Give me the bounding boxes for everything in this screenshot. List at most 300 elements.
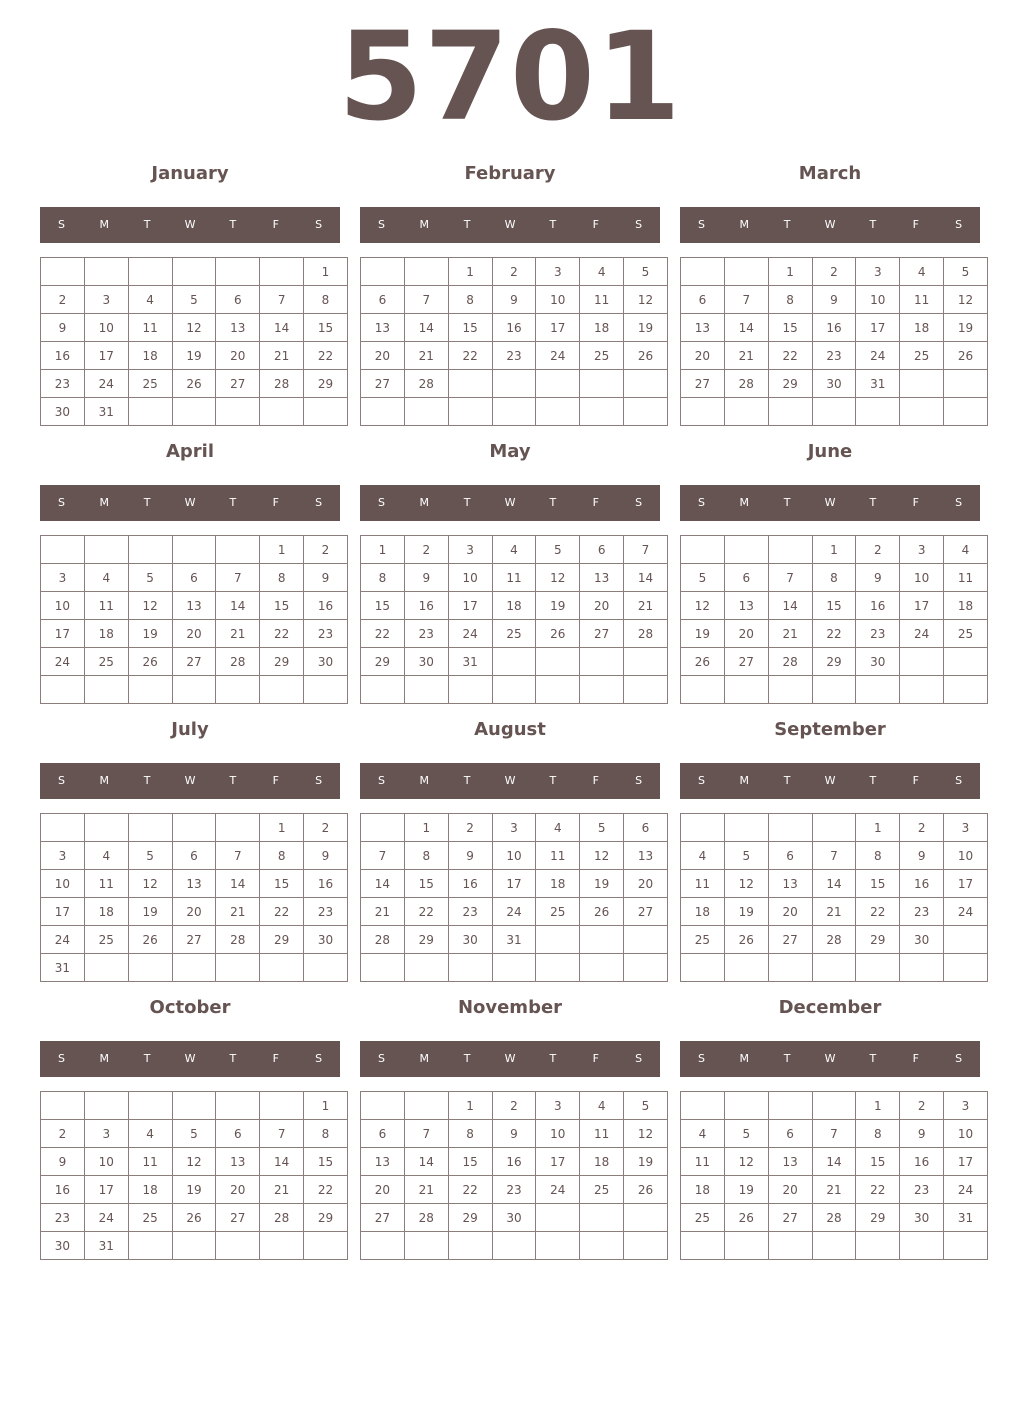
month-name: February [464, 163, 556, 184]
week-row [361, 286, 668, 314]
weekday-label: W [184, 496, 196, 509]
week-row [681, 370, 988, 398]
day-cell: 25 [128, 1204, 172, 1232]
week-row [41, 592, 348, 620]
day-cell [768, 398, 812, 426]
day-cell: 22 [856, 898, 900, 926]
day-cell: 23 [856, 620, 900, 648]
day-cell: 5 [580, 814, 624, 842]
day-cell: 22 [448, 342, 492, 370]
day-cell: 18 [681, 898, 725, 926]
day-cell [624, 370, 668, 398]
day-cell [724, 258, 768, 286]
day-cell: 30 [492, 1204, 536, 1232]
day-cell: 21 [216, 898, 260, 926]
day-cell: 8 [812, 564, 856, 592]
day-cell [172, 536, 216, 564]
day-cell: 4 [944, 536, 988, 564]
day-cell: 2 [41, 286, 85, 314]
day-cell: 14 [216, 870, 260, 898]
day-cell: 13 [681, 314, 725, 342]
day-cell: 12 [172, 1148, 216, 1176]
day-cell: 18 [128, 342, 172, 370]
day-cell [856, 954, 900, 982]
day-cell: 14 [404, 1148, 448, 1176]
day-cell: 24 [856, 342, 900, 370]
day-cell [812, 814, 856, 842]
day-cell: 15 [361, 592, 405, 620]
day-cell [404, 258, 448, 286]
weekday-label: T [229, 218, 237, 231]
weekday-label: S [315, 218, 323, 231]
day-cell: 7 [768, 564, 812, 592]
day-cell [260, 398, 304, 426]
day-cell [304, 954, 348, 982]
day-cell [448, 370, 492, 398]
day-cell: 13 [361, 1148, 405, 1176]
day-cell [260, 676, 304, 704]
week-row [41, 954, 348, 982]
day-cell: 25 [681, 926, 725, 954]
week-row [361, 898, 668, 926]
week-row [361, 564, 668, 592]
week-row [41, 1148, 348, 1176]
week-row [681, 1092, 988, 1120]
day-cell: 18 [84, 620, 128, 648]
day-cell: 29 [856, 1204, 900, 1232]
day-cell: 19 [681, 620, 725, 648]
day-cell: 4 [536, 814, 580, 842]
day-cell: 25 [681, 1204, 725, 1232]
day-cell: 20 [768, 1176, 812, 1204]
weekday-label: S [315, 774, 323, 787]
weekday-label: W [184, 218, 196, 231]
day-cell: 3 [84, 1120, 128, 1148]
month-name: December [778, 997, 882, 1018]
weekday-header [40, 1041, 340, 1077]
day-cell: 9 [404, 564, 448, 592]
day-cell: 24 [84, 1204, 128, 1232]
day-cell: 15 [404, 870, 448, 898]
day-cell: 16 [856, 592, 900, 620]
day-cell: 9 [856, 564, 900, 592]
day-cell: 27 [361, 370, 405, 398]
day-cell: 10 [536, 286, 580, 314]
weekday-label: T [869, 1052, 877, 1065]
day-cell: 23 [41, 370, 85, 398]
day-cell [580, 648, 624, 676]
day-cell: 2 [856, 536, 900, 564]
weekday-label: M [739, 496, 750, 509]
day-cell: 16 [900, 870, 944, 898]
day-cell: 16 [304, 870, 348, 898]
day-cell [812, 676, 856, 704]
day-cell: 9 [812, 286, 856, 314]
day-cell [216, 676, 260, 704]
day-grid [40, 813, 348, 982]
week-row [361, 258, 668, 286]
day-cell: 22 [260, 620, 304, 648]
day-cell [900, 676, 944, 704]
day-cell: 6 [216, 1120, 260, 1148]
day-cell: 26 [172, 1204, 216, 1232]
day-cell: 8 [768, 286, 812, 314]
day-cell [361, 258, 405, 286]
day-cell [812, 954, 856, 982]
day-cell: 29 [304, 370, 348, 398]
weekday-label: M [99, 496, 110, 509]
week-row [361, 1092, 668, 1120]
day-cell: 23 [41, 1204, 85, 1232]
day-cell [216, 954, 260, 982]
day-cell: 31 [84, 1232, 128, 1260]
day-grid [40, 535, 348, 704]
day-cell: 11 [944, 564, 988, 592]
day-cell: 8 [856, 842, 900, 870]
day-cell: 19 [172, 1176, 216, 1204]
day-cell: 28 [768, 648, 812, 676]
day-cell: 30 [41, 398, 85, 426]
day-cell [536, 370, 580, 398]
day-cell: 30 [812, 370, 856, 398]
day-cell: 7 [260, 286, 304, 314]
day-cell: 6 [768, 1120, 812, 1148]
day-cell: 3 [536, 1092, 580, 1120]
day-cell: 31 [856, 370, 900, 398]
day-cell [84, 814, 128, 842]
day-cell [361, 1092, 405, 1120]
day-cell: 11 [128, 1148, 172, 1176]
day-cell: 23 [492, 1176, 536, 1204]
day-grid [360, 1091, 668, 1260]
day-cell: 20 [361, 342, 405, 370]
week-row [361, 1176, 668, 1204]
day-cell: 25 [536, 898, 580, 926]
day-cell [172, 954, 216, 982]
day-cell [768, 536, 812, 564]
day-cell: 12 [172, 314, 216, 342]
weekday-label: S [635, 774, 643, 787]
day-cell: 26 [536, 620, 580, 648]
day-cell: 18 [128, 1176, 172, 1204]
day-cell: 3 [492, 814, 536, 842]
day-cell [172, 814, 216, 842]
day-cell [900, 398, 944, 426]
day-cell: 18 [944, 592, 988, 620]
day-cell: 12 [944, 286, 988, 314]
day-cell: 28 [404, 1204, 448, 1232]
weekday-label: F [592, 496, 599, 509]
week-row [41, 1092, 348, 1120]
day-cell: 7 [216, 564, 260, 592]
day-cell: 30 [304, 648, 348, 676]
week-row [361, 620, 668, 648]
day-cell: 20 [768, 898, 812, 926]
day-cell [172, 398, 216, 426]
weekday-header [360, 207, 660, 243]
day-cell: 22 [404, 898, 448, 926]
day-cell [172, 676, 216, 704]
day-cell: 26 [724, 926, 768, 954]
day-cell: 8 [856, 1120, 900, 1148]
week-row [41, 536, 348, 564]
day-cell: 21 [361, 898, 405, 926]
day-cell [41, 258, 85, 286]
week-row [41, 342, 348, 370]
day-cell: 5 [536, 536, 580, 564]
week-row [41, 648, 348, 676]
day-cell: 2 [41, 1120, 85, 1148]
day-cell [216, 258, 260, 286]
week-row [361, 536, 668, 564]
weekday-label: S [315, 1052, 323, 1065]
weekday-label: F [272, 1052, 279, 1065]
weekday-label: T [549, 1052, 557, 1065]
day-cell [361, 1232, 405, 1260]
day-cell: 19 [944, 314, 988, 342]
day-cell: 3 [448, 536, 492, 564]
weekday-label: W [824, 496, 836, 509]
weekday-header [40, 207, 340, 243]
day-cell [128, 954, 172, 982]
day-cell: 2 [304, 814, 348, 842]
day-cell [361, 814, 405, 842]
week-row [681, 620, 988, 648]
weekday-label: S [697, 1052, 705, 1065]
day-cell [681, 676, 725, 704]
day-cell: 3 [84, 286, 128, 314]
week-row [361, 398, 668, 426]
week-row [361, 926, 668, 954]
week-row [681, 564, 988, 592]
day-cell: 7 [260, 1120, 304, 1148]
day-cell: 18 [580, 1148, 624, 1176]
day-cell: 21 [812, 1176, 856, 1204]
weekday-label: T [869, 496, 877, 509]
month-name: September [774, 719, 886, 740]
day-cell: 30 [404, 648, 448, 676]
day-cell: 31 [41, 954, 85, 982]
day-cell: 14 [361, 870, 405, 898]
day-cell: 22 [304, 1176, 348, 1204]
weekday-header [40, 763, 340, 799]
day-cell: 4 [84, 842, 128, 870]
day-cell: 4 [900, 258, 944, 286]
day-cell: 15 [856, 870, 900, 898]
day-cell: 21 [404, 342, 448, 370]
week-row [681, 314, 988, 342]
week-row [681, 648, 988, 676]
day-cell: 20 [172, 620, 216, 648]
week-row [41, 814, 348, 842]
weekday-label: M [99, 218, 110, 231]
day-cell [681, 954, 725, 982]
day-cell [624, 398, 668, 426]
day-cell [944, 398, 988, 426]
day-cell: 11 [84, 870, 128, 898]
day-cell: 10 [41, 870, 85, 898]
day-cell [856, 398, 900, 426]
weekday-label: M [99, 1052, 110, 1065]
day-cell: 26 [724, 1204, 768, 1232]
day-cell [768, 1232, 812, 1260]
day-cell: 14 [260, 1148, 304, 1176]
day-cell: 10 [900, 564, 944, 592]
weekday-label: T [783, 496, 791, 509]
weekday-label: T [783, 1052, 791, 1065]
day-cell: 7 [361, 842, 405, 870]
day-cell: 5 [624, 1092, 668, 1120]
week-row [681, 842, 988, 870]
day-cell: 1 [448, 1092, 492, 1120]
day-cell: 14 [624, 564, 668, 592]
day-cell: 13 [724, 592, 768, 620]
day-cell: 4 [84, 564, 128, 592]
day-cell: 23 [404, 620, 448, 648]
day-cell: 20 [216, 1176, 260, 1204]
day-cell: 1 [260, 536, 304, 564]
day-cell: 20 [216, 342, 260, 370]
day-cell: 9 [304, 842, 348, 870]
day-cell [624, 648, 668, 676]
day-cell [492, 398, 536, 426]
day-cell [681, 536, 725, 564]
week-row [361, 1148, 668, 1176]
weekday-label: S [315, 496, 323, 509]
day-cell: 6 [624, 814, 668, 842]
month-name: June [807, 441, 853, 462]
day-cell [216, 1092, 260, 1120]
day-cell: 27 [172, 648, 216, 676]
day-cell: 1 [812, 536, 856, 564]
day-cell: 9 [41, 1148, 85, 1176]
day-cell: 12 [724, 1148, 768, 1176]
day-cell: 7 [812, 1120, 856, 1148]
day-cell: 13 [216, 1148, 260, 1176]
weekday-label: M [419, 1052, 430, 1065]
weekday-header [680, 1041, 980, 1077]
day-cell: 25 [580, 1176, 624, 1204]
day-cell: 14 [812, 1148, 856, 1176]
day-cell: 5 [681, 564, 725, 592]
day-cell: 6 [172, 564, 216, 592]
day-cell: 15 [768, 314, 812, 342]
day-cell [84, 536, 128, 564]
day-cell: 17 [41, 898, 85, 926]
week-row [41, 314, 348, 342]
weekday-header [40, 485, 340, 521]
day-cell: 24 [492, 898, 536, 926]
day-cell: 17 [84, 1176, 128, 1204]
weekday-label: S [377, 218, 385, 231]
weekday-label: S [377, 774, 385, 787]
day-cell: 8 [304, 1120, 348, 1148]
day-cell: 26 [944, 342, 988, 370]
day-cell: 3 [944, 814, 988, 842]
day-cell: 20 [681, 342, 725, 370]
day-cell: 21 [404, 1176, 448, 1204]
day-cell: 6 [361, 1120, 405, 1148]
day-cell: 20 [172, 898, 216, 926]
day-grid [680, 1091, 988, 1260]
day-cell: 14 [768, 592, 812, 620]
day-cell: 6 [172, 842, 216, 870]
day-cell: 15 [304, 314, 348, 342]
day-cell [724, 398, 768, 426]
week-row [361, 870, 668, 898]
day-cell: 13 [624, 842, 668, 870]
day-cell [128, 258, 172, 286]
day-cell: 10 [84, 1148, 128, 1176]
day-cell: 2 [448, 814, 492, 842]
weekday-label: T [783, 774, 791, 787]
day-cell [361, 954, 405, 982]
month-name: January [151, 163, 229, 184]
day-cell: 1 [448, 258, 492, 286]
weekday-label: T [869, 774, 877, 787]
day-cell: 2 [492, 1092, 536, 1120]
day-cell: 30 [900, 926, 944, 954]
day-cell [404, 676, 448, 704]
weekday-label: M [739, 1052, 750, 1065]
day-cell: 7 [404, 286, 448, 314]
year-title: 5701 [338, 6, 682, 148]
day-cell: 6 [724, 564, 768, 592]
day-cell: 22 [856, 1176, 900, 1204]
day-cell [681, 814, 725, 842]
month-name: August [474, 719, 546, 740]
weekday-label: W [504, 218, 516, 231]
day-cell [944, 954, 988, 982]
day-cell: 17 [448, 592, 492, 620]
day-cell: 22 [812, 620, 856, 648]
day-cell [681, 1232, 725, 1260]
day-cell [41, 536, 85, 564]
day-cell: 13 [172, 592, 216, 620]
day-cell: 29 [448, 1204, 492, 1232]
week-row [361, 1232, 668, 1260]
weekday-label: W [504, 1052, 516, 1065]
day-cell: 27 [580, 620, 624, 648]
day-cell: 26 [128, 648, 172, 676]
day-cell: 1 [856, 814, 900, 842]
day-cell: 10 [856, 286, 900, 314]
day-cell: 2 [900, 1092, 944, 1120]
day-cell [724, 676, 768, 704]
day-cell: 22 [260, 898, 304, 926]
day-cell: 21 [260, 1176, 304, 1204]
day-cell: 5 [172, 1120, 216, 1148]
week-row [681, 814, 988, 842]
day-cell [304, 398, 348, 426]
weekday-label: M [419, 496, 430, 509]
week-row [361, 814, 668, 842]
day-cell: 15 [304, 1148, 348, 1176]
day-cell: 21 [624, 592, 668, 620]
week-row [681, 676, 988, 704]
week-row [41, 370, 348, 398]
weekday-header [360, 1041, 660, 1077]
day-cell: 27 [768, 926, 812, 954]
day-cell: 26 [128, 926, 172, 954]
day-cell [768, 1092, 812, 1120]
day-cell: 9 [448, 842, 492, 870]
weekday-label: S [955, 218, 963, 231]
day-cell: 10 [84, 314, 128, 342]
day-cell: 17 [492, 870, 536, 898]
day-cell: 31 [492, 926, 536, 954]
day-cell: 27 [724, 648, 768, 676]
